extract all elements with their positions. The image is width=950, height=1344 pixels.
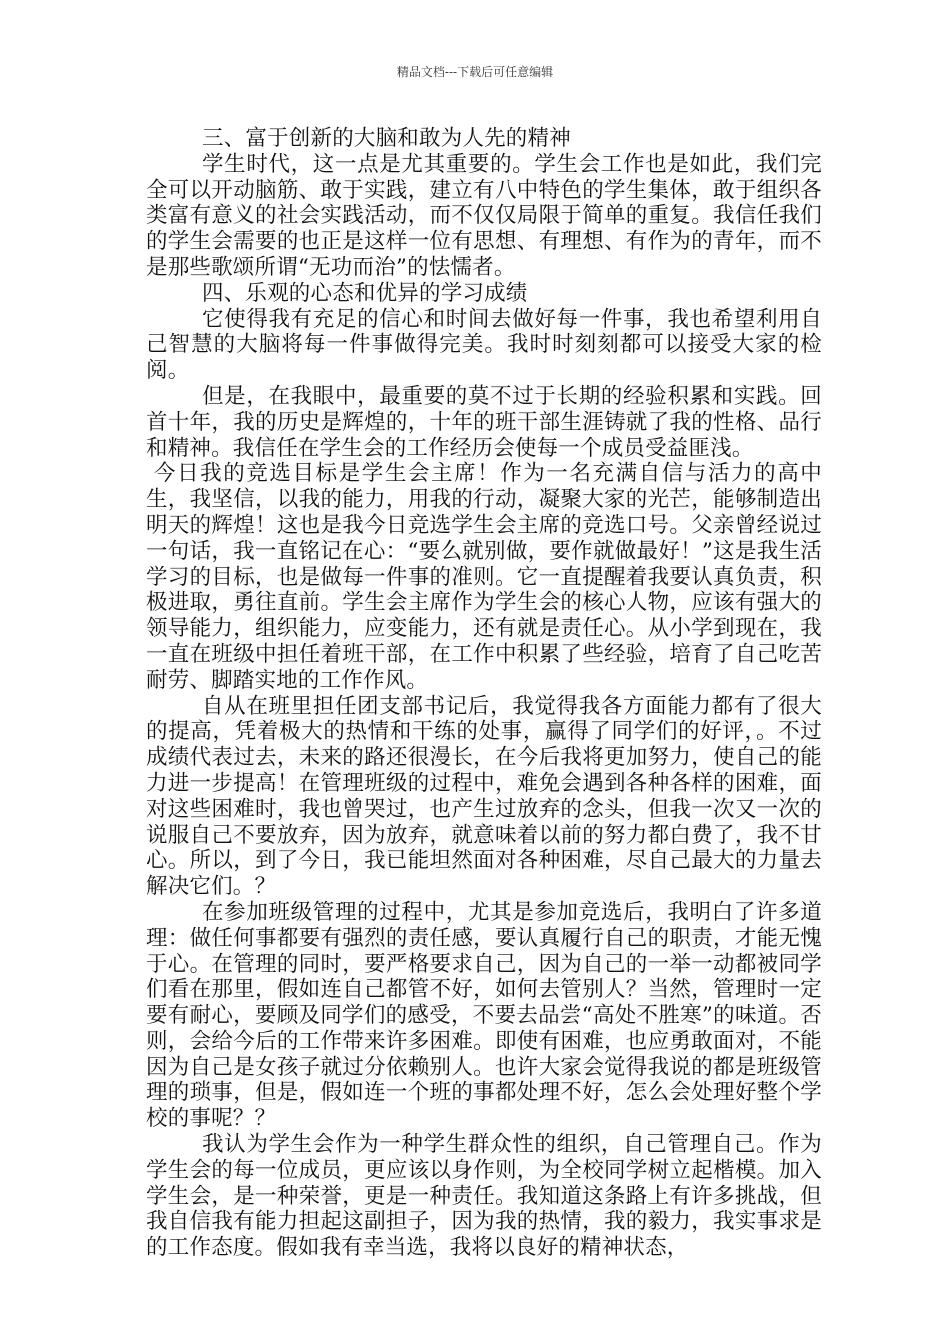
document-body: [146, 126, 822, 1261]
paragraph: 我认为学生会作为一种学生群众性的组织，自己管理自己。作为学生会的每一位成员，更应该以身作则，为全校同学树立起楷模。加入学生会，是一种荣誉，更是一种责任。我知道这条路上有许多挑战，但我自信我有能力担起这副担子，因为我的热情，我的毅力，我实事求是的工作态度。假如我有幸当选，我将以良好的精神状态，: [146, 1132, 822, 1261]
paragraph: 在参加班级管理的过程中，尤其是参加竞选后，我明白了许多道理：做任何事都要有强烈的责任感，要认真履行自己的职责，才能无愧于心。在管理的同时，要严格要求自己，因为自己的一举一动都被同学们看在那里，假如连自己都管不好，如何去管别人？当然，管理时一定要有耐心，要顾及同学们的感受，不要去品尝“高处不胜寒”的味道。否则，会给今后的工作带来许多困难。即使有困难，也应勇敢面对，不能因为自己是女孩子就过分依赖别人。也许大家会觉得我说的都是班级管理的琐事，但是，假如连一个班的事都处理不好，怎么会处理好整个学校的事呢？？: [146, 899, 822, 1132]
paragraph: 但是，在我眼中，最重要的莫不过于长期的经验积累和实践。回首十年，我的历史是辉煌的，十年的班干部生涯铸就了我的性格、品行和精神。我信任在学生会的工作经历会使每一个成员受益匪浅。: [146, 383, 822, 461]
paragraph: 学生时代，这一点是尤其重要的。学生会工作也是如此，我们完全可以开动脑筋、敢于实践，建立有八中特色的学生集体，敢于组织各类富有意义的社会实践活动，而不仅仅局限于简单的重复。我信任我们的学生会需要的也正是这样一位有思想、有理想、有作为的青年，而不是那些歌颂所谓“无功而治”的怯懦者。: [146, 151, 822, 280]
section-heading-3: 三、富于创新的大脑和敢为人先的精神: [202, 126, 571, 151]
paragraph: 它使得我有充足的信心和时间去做好每一件事，我也希望利用自己智慧的大脑将每一件事做得完美。我时时刻刻都可以接受大家的检阅。: [146, 306, 822, 384]
paragraph: 今日我的竞选目标是学生会主席！作为一名充满自信与活力的高中生，我坚信，以我的能力，用我的行动，凝聚大家的光芒，能够制造出明天的辉煌！这也是我今日竞选学生会主席的竞选口号。父亲曾经说过一句话，我一直铭记在心：“要么就别做，要作就做最好！”这是我生活学习的目标，也是做每一件事的准则。它一直提醒着我要认真负责，积极进取，勇往直前。学生会主席作为学生会的核心人物，应该有强大的领导能力，组织能力，应变能力，还有就是责任心。从小学到现在，我一直在班级中担任着班干部，在工作中积累了些经验，培育了自己吃苦耐劳、脚踏实地的工作作风。: [146, 461, 822, 693]
page-header: 精品文档---下载后可任意编辑: [396, 65, 554, 79]
paragraph: 自从在班里担任团支部书记后，我觉得我各方面能力都有了很大的提高，凭着极大的热情和干练的处事，赢得了同学们的好评，。不过成绩代表过去，未来的路还很漫长，在今后我将更加努力，使自己的能力进一步提高！在管理班级的过程中，难免会遇到各种各样的困难，面对这些困难时，我也曾哭过，也产生过放弃的念头，但我一次又一次的说服自己不要放弃，因为放弃，就意味着以前的努力都白费了，我不甘心。所以，到了今日，我已能坦然面对各种困难，尽自己最大的力量去解决它们。？: [146, 693, 822, 900]
section-heading-4: 四、乐观的心态和优异的学习成绩: [202, 280, 528, 306]
